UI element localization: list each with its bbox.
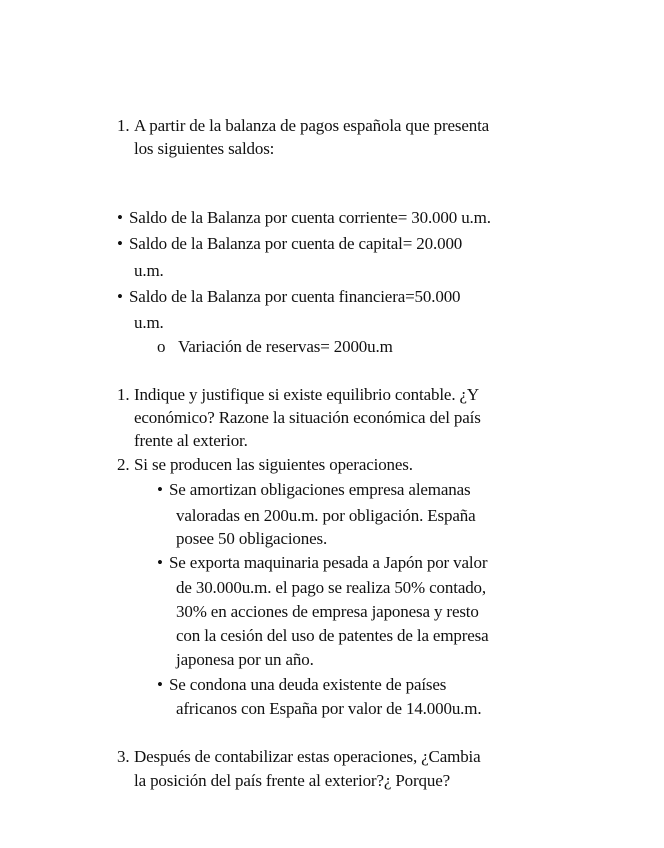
- bullet-icon: •: [117, 234, 123, 253]
- operation2-text-4: con la cesión del uso de patentes de la empresa: [176, 626, 489, 645]
- operation3-text-2: africanos con España por valor de 14.000u.m.: [176, 699, 482, 718]
- item3-line-1: [117, 747, 481, 767]
- balance-current: [117, 208, 491, 228]
- balance-capital: [117, 234, 462, 254]
- operation2-text-3: 30% en acciones de empresa japonesa y resto: [176, 602, 479, 621]
- question1-line-1: [117, 385, 479, 405]
- bullet-icon: •: [117, 208, 123, 227]
- operation1-text-2: valoradas en 200u.m. por obligación. España: [176, 506, 476, 525]
- circle-bullet-icon: o: [157, 337, 166, 356]
- operation3-line-1: [157, 675, 446, 695]
- item1-text-1: A partir de la balanza de pagos española que presenta: [134, 116, 490, 135]
- operation2-text-5: japonesa por un año.: [176, 650, 314, 669]
- reserves-item: [157, 337, 393, 357]
- question1-number: 1.: [117, 385, 130, 404]
- bullet-icon: •: [117, 287, 123, 306]
- operation2-text-2: de 30.000u.m. el pago se realiza 50% contado,: [176, 578, 487, 597]
- balance-financial-text-2: u.m.: [134, 313, 164, 332]
- item1-text-2: los siguientes saldos:: [134, 139, 275, 158]
- operation1-text-1: Se amortizan obligaciones empresa alemanas: [169, 480, 471, 499]
- item3-text-2: la posición del país frente al exterior?¿ Porque?: [134, 771, 450, 790]
- question2-text-1: Si se producen las siguientes operaciones.: [134, 455, 413, 474]
- question1-text-1: Indique y justifique si existe equilibrio contable. ¿Y: [134, 385, 480, 404]
- balance-financial: [117, 287, 460, 307]
- operation2-line-1: [157, 553, 487, 573]
- balance-capital-text-1: Saldo de la Balanza por cuenta de capital= 20.000: [129, 234, 463, 253]
- item1-line-1: [117, 116, 489, 136]
- item1-number: 1.: [117, 116, 130, 135]
- bullet-icon: •: [157, 675, 163, 694]
- question2-number: 2.: [117, 455, 130, 474]
- balance-current-text: Saldo de la Balanza por cuenta corriente= 30.000 u.m.: [129, 208, 491, 227]
- operation2-text-1: Se exporta maquinaria pesada a Japón por valor: [169, 553, 488, 572]
- balance-capital-text-2: u.m.: [134, 261, 164, 280]
- operation1-line-1: [157, 480, 470, 500]
- bullet-icon: •: [157, 553, 163, 572]
- item3-number: 3.: [117, 747, 130, 766]
- balance-financial-text-1: Saldo de la Balanza por cuenta financiera=50.000: [129, 287, 461, 306]
- operation3-text-1: Se condona una deuda existente de países: [169, 675, 447, 694]
- item3-text-1: Después de contabilizar estas operaciones, ¿Cambia: [134, 747, 481, 766]
- reserves-text: Variación de reservas= 2000u.m: [178, 337, 393, 356]
- question1-text-2: económico? Razone la situación económica del país: [134, 408, 481, 427]
- operation1-text-3: posee 50 obligaciones.: [176, 529, 328, 548]
- question1-text-3: frente al exterior.: [134, 431, 248, 450]
- bullet-icon: •: [157, 480, 163, 499]
- question2-line-1: [117, 455, 413, 475]
